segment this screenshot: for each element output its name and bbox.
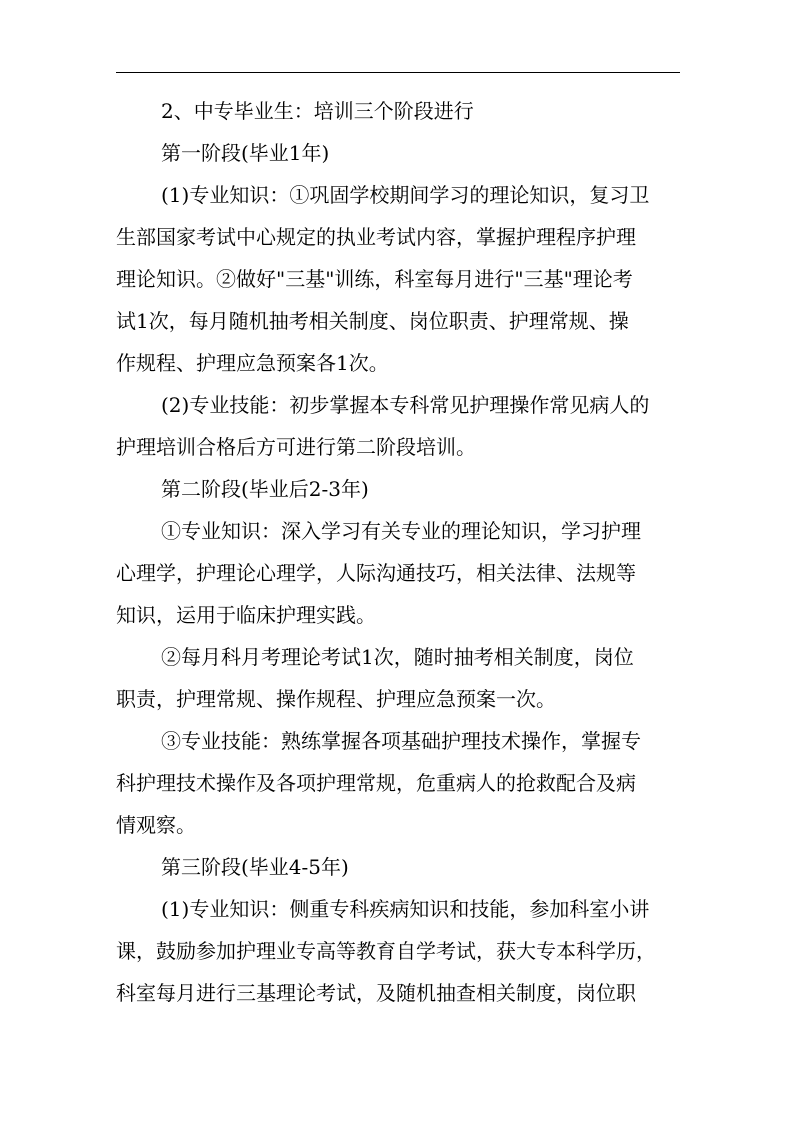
paragraph-line: 职责，护理常规、操作规程、护理应急预案一次。 — [116, 687, 556, 711]
paragraph-line: 课，鼓励参加护理业专高等教育自学考试，获大专本科学历， — [116, 939, 656, 963]
paragraph-line: 作规程、护理应急预案各1次。 — [116, 351, 389, 375]
paragraph-line: 科护理技术操作及各项护理常规，危重病人的抢救配合及病 — [116, 771, 636, 795]
paragraph-line: (2)专业技能：初步掌握本专科常见护理操作常见病人的 — [161, 393, 650, 417]
paragraph-line: 护理培训合格后方可进行第二阶段培训。 — [116, 435, 476, 459]
paragraph-line: 2、中专毕业生：培训三个阶段进行 — [161, 99, 474, 123]
paragraph-line: 知识，运用于临床护理实践。 — [116, 603, 376, 627]
paragraph-line: 心理学，护理论心理学，人际沟通技巧，相关法律、法规等 — [116, 561, 636, 585]
paragraph-line: (1)专业知识：①巩固学校期间学习的理论知识，复习卫 — [161, 183, 650, 207]
paragraph-line: ①专业知识：深入学习有关专业的理论知识，学习护理 — [161, 519, 641, 543]
paragraph-line: (1)专业知识：侧重专科疾病知识和技能，参加科室小讲 — [161, 897, 650, 921]
paragraph-line: 理论知识。②做好"三基"训练，科室每月进行"三基"理论考 — [116, 267, 633, 291]
paragraph-line: 生部国家考试中心规定的执业考试内容，掌握护理程序护理 — [116, 225, 636, 249]
paragraph-line: 试1次，每月随机抽考相关制度、岗位职责、护理常规、操 — [116, 309, 629, 333]
paragraph-line: 第二阶段(毕业后2-3年) — [161, 477, 369, 501]
paragraph-line: 第一阶段(毕业1年) — [161, 141, 330, 165]
paragraph-line: 第三阶段(毕业4-5年) — [161, 855, 349, 879]
paragraph-line: ②每月科月考理论考试1次，随时抽考相关制度，岗位 — [161, 645, 634, 669]
paragraph-line: ③专业技能：熟练掌握各项基础护理技术操作，掌握专 — [161, 729, 641, 753]
paragraph-line: 科室每月进行三基理论考试，及随机抽查相关制度，岗位职 — [116, 981, 636, 1005]
paragraph-line: 情观察。 — [116, 813, 196, 837]
header-rule — [116, 72, 680, 73]
